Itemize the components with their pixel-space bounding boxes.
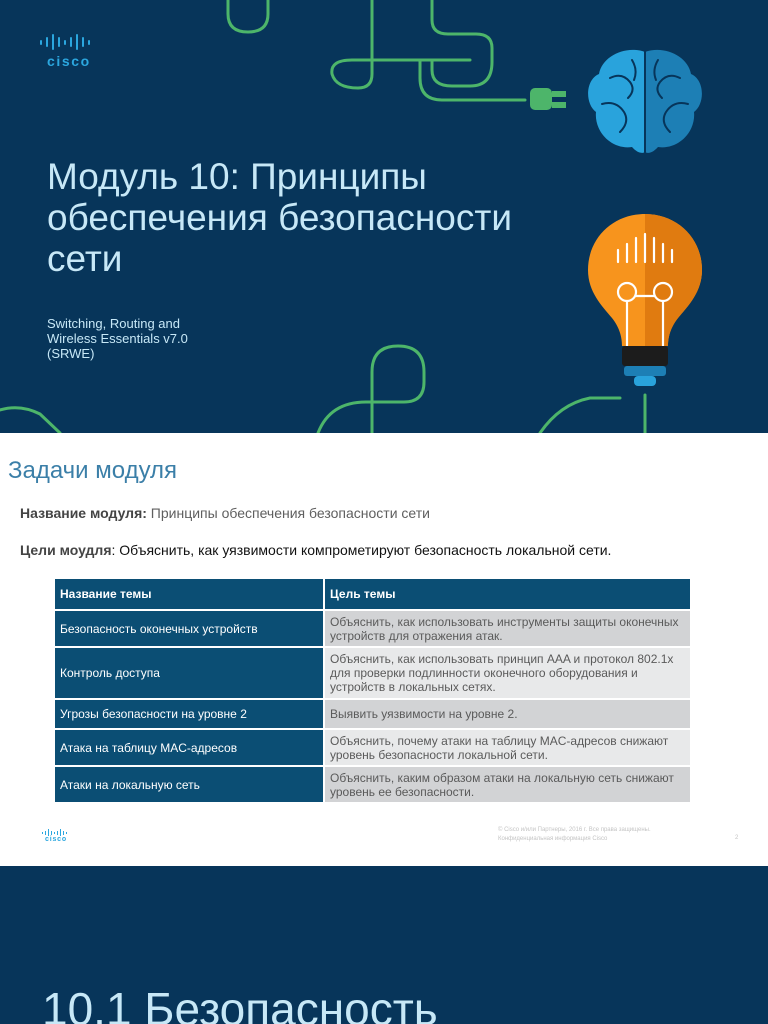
goal-cell: Выявить уязвимости на уровне 2. bbox=[325, 698, 690, 728]
copyright-line: © Cisco и/или Партнеры, 2016 г. Все права защищены. bbox=[498, 827, 651, 833]
course-subtitle: Switching, Routing and Wireless Essentials v7.0 (SRWE) bbox=[47, 316, 188, 361]
slide-title: Модуль 10: Принципы обеспечения безопасности сети bbox=[47, 156, 512, 279]
objectives-title: Задачи модуля bbox=[8, 457, 178, 484]
table-header-goal: Цель темы bbox=[325, 579, 690, 609]
objectives-slide bbox=[0, 433, 768, 866]
table-row bbox=[55, 698, 690, 728]
confidential-line: Конфиденциальная информация Cisco bbox=[498, 836, 608, 842]
topic-cell: Атака на таблицу MAC-адресов bbox=[55, 728, 325, 765]
module-goals-value: : Объяснить, как уязвимости компрометируют безопасность локальной сети. bbox=[111, 542, 612, 558]
goal-cell: Объяснить, как использовать принцип AAA и протокол 802.1x для проверки подлинности оконечного оборудования и устройств в локальных сетях. bbox=[325, 646, 690, 698]
cisco-logo-text: cisco bbox=[47, 53, 91, 69]
section-slide bbox=[0, 866, 768, 1024]
cisco-logo bbox=[40, 34, 91, 69]
table-row bbox=[55, 728, 690, 765]
footer-cisco-text: cisco bbox=[45, 836, 67, 843]
table-header-row bbox=[55, 579, 690, 609]
module-name-label: Название модуля: bbox=[20, 505, 147, 521]
topic-cell: Угрозы безопасности на уровне 2 bbox=[55, 698, 325, 728]
topic-cell: Безопасность оконечных устройств bbox=[55, 609, 325, 646]
module-name-line bbox=[20, 505, 430, 521]
goal-cell: Объяснить, как использовать инструменты защиты оконечных устройств для отражения атак. bbox=[325, 609, 690, 646]
table-row bbox=[55, 609, 690, 646]
topics-table bbox=[55, 579, 690, 802]
module-goals-line bbox=[20, 542, 611, 558]
page-number: 2 bbox=[735, 835, 739, 841]
footer-cisco-logo bbox=[42, 829, 67, 843]
topic-cell: Контроль доступа bbox=[55, 646, 325, 698]
table-row bbox=[55, 765, 690, 802]
module-name-value: Принципы обеспечения безопасности сети bbox=[146, 505, 430, 521]
table-header-topic: Название темы bbox=[55, 579, 325, 609]
cisco-logo-bars-icon bbox=[40, 34, 91, 50]
module-goals-label: Цели моудля bbox=[20, 542, 112, 558]
section-title: 10.1 Безопасность bbox=[42, 983, 438, 1024]
goal-cell: Объяснить, каким образом атаки на локальную сеть снижают уровень ее безопасности. bbox=[325, 765, 690, 802]
goal-cell: Объяснить, почему атаки на таблицу MAC-адресов снижают уровень безопасности локальной сети. bbox=[325, 728, 690, 765]
footer-cisco-bars-icon bbox=[42, 829, 67, 836]
copyright-notice bbox=[498, 826, 651, 844]
title-slide bbox=[0, 0, 768, 433]
table-row bbox=[55, 646, 690, 698]
topic-cell: Атаки на локальную сеть bbox=[55, 765, 325, 802]
